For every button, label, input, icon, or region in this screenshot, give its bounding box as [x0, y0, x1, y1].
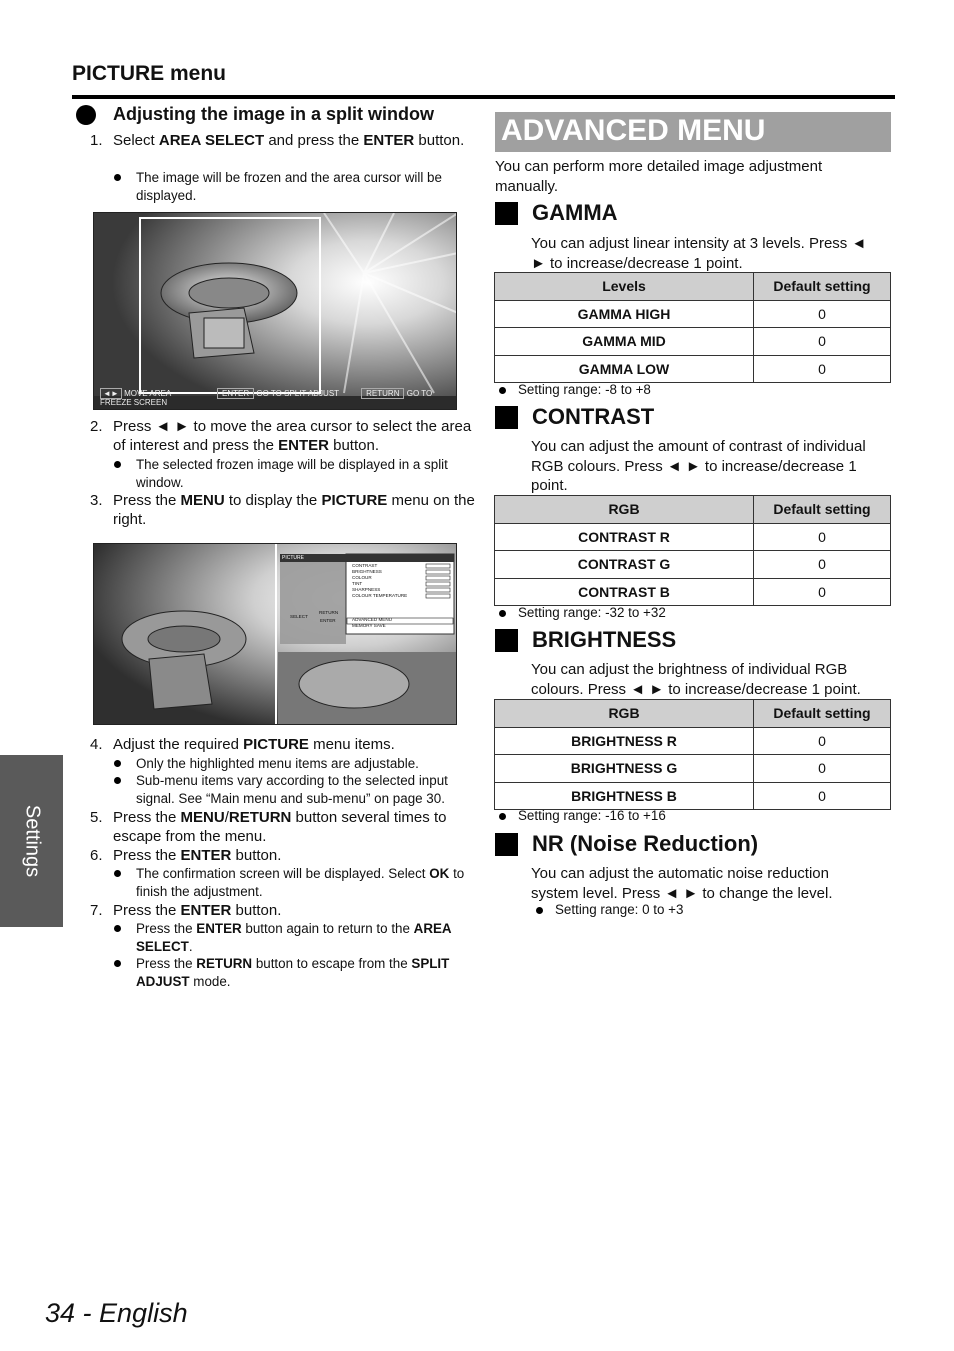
- table-cell: CONTRAST G: [495, 551, 754, 579]
- gamma-desc: You can adjust linear intensity at 3 levels. Press ◄ ► to increase/decrease 1 point.: [531, 235, 867, 272]
- step-1: [90, 131, 475, 150]
- table-row: [495, 578, 891, 606]
- menu-item: COLOUR TEMPERATURE: [352, 593, 408, 598]
- menu-item: TINT: [352, 581, 363, 586]
- table-cell: GAMMA HIGH: [495, 300, 754, 328]
- table-cell: 0: [754, 300, 891, 328]
- picture-menu-items: [352, 563, 407, 629]
- step-number: 5.: [90, 809, 103, 826]
- step-text: Press the MENU to display the PICTURE menu on the right.: [113, 492, 475, 528]
- table-row: [495, 727, 891, 755]
- table-header-row: [495, 496, 891, 524]
- brightness-title: BRIGHTNESS: [532, 627, 677, 652]
- advanced-intro: You can perform more detailed image adjustment manually.: [495, 158, 823, 195]
- section-square-icon: [495, 833, 518, 856]
- step-number: 4.: [90, 736, 103, 753]
- bullet-text: The image will be frozen and the area cursor will be displayed.: [136, 170, 442, 203]
- page-title: PICTURE menu: [72, 62, 227, 85]
- brightness-range: [499, 808, 666, 823]
- picture-menu-title: PICTURE: [282, 555, 304, 561]
- gamma-title: GAMMA: [532, 200, 618, 225]
- menu-item: MEMORY SAVE: [352, 623, 386, 628]
- bullet-3: [114, 755, 474, 773]
- page-number: 34 - English: [45, 1298, 188, 1328]
- step-number: 6.: [90, 847, 103, 864]
- table-cell: 0: [754, 782, 891, 810]
- step-text: Press the MENU/RETURN button several times to escape from the menu.: [113, 809, 447, 845]
- menu-item: BRIGHTNESS: [352, 569, 382, 574]
- step-text: Press ◄ ► to move the area cursor to select the area of interest and press the ENTER button.: [113, 418, 472, 454]
- step-5: [90, 808, 475, 846]
- table-header-row: [495, 273, 891, 301]
- table-header-row: [495, 700, 891, 728]
- range-text: Setting range: 0 to +3: [555, 902, 684, 917]
- table-header: Levels: [495, 273, 754, 301]
- bullet-1: [114, 169, 474, 204]
- table-cell: 0: [754, 578, 891, 606]
- contrast-heading: [495, 404, 654, 430]
- step-number: 1.: [90, 132, 103, 149]
- table-header: Default setting: [754, 496, 891, 524]
- split-window-screenshot-1: [93, 212, 457, 410]
- table-header: RGB: [495, 496, 754, 524]
- table-header: RGB: [495, 700, 754, 728]
- table-cell: CONTRAST R: [495, 523, 754, 551]
- table-cell: 0: [754, 328, 891, 356]
- split-window-screenshot-2: [93, 543, 457, 725]
- step-number: 3.: [90, 492, 103, 509]
- brightness-heading: [495, 627, 676, 653]
- table-header: Default setting: [754, 273, 891, 301]
- return-key-label: RETURN: [361, 388, 404, 399]
- table-cell: 0: [754, 355, 891, 383]
- advanced-menu-title: ADVANCED MENU: [501, 114, 766, 147]
- shot1-help-bar: [100, 389, 456, 407]
- table-cell: GAMMA MID: [495, 328, 754, 356]
- range-text: Setting range: -8 to +8: [518, 382, 651, 397]
- nr-range: [536, 902, 683, 917]
- section-square-icon: [495, 406, 518, 429]
- bullet-text: Press the ENTER button again to return to the AREA SELECT.: [136, 921, 452, 954]
- bullet-7: [114, 955, 474, 990]
- table-cell: 0: [754, 755, 891, 783]
- table-row: [495, 755, 891, 783]
- left-right-keys-icon: ◄►: [100, 388, 122, 399]
- gamma-range: [499, 382, 651, 397]
- range-text: Setting range: -16 to +16: [518, 808, 666, 823]
- contrast-table: [494, 495, 891, 606]
- enter-key-label: ENTER: [217, 388, 254, 399]
- step-7: [90, 901, 475, 920]
- move-area-label: MOVE AREA: [124, 389, 171, 398]
- bullet-text: The selected frozen image will be displayed in a split window.: [136, 457, 448, 490]
- bullet-icon: [76, 105, 96, 125]
- step-2: [90, 417, 475, 455]
- table-cell: 0: [754, 727, 891, 755]
- section-square-icon: [495, 202, 518, 225]
- bullet-2: [114, 456, 474, 491]
- table-cell: BRIGHTNESS G: [495, 755, 754, 783]
- bullet-6: [114, 920, 474, 955]
- table-row: [495, 355, 891, 383]
- bullet-text: Only the highlighted menu items are adjustable.: [136, 756, 419, 771]
- table-cell: GAMMA LOW: [495, 355, 754, 383]
- nr-heading: [495, 831, 758, 857]
- header-rule: [72, 95, 895, 99]
- range-text: Setting range: -32 to +32: [518, 605, 666, 620]
- return-desc-label: GO TO FREEZE SCREEN: [100, 389, 433, 407]
- table-row: [495, 328, 891, 356]
- nr-title: NR (Noise Reduction): [532, 831, 759, 856]
- bullet-4: [114, 772, 474, 807]
- table-row: [495, 782, 891, 810]
- step-4: [90, 735, 475, 754]
- table-cell: 0: [754, 551, 891, 579]
- split-window-heading: [76, 104, 434, 125]
- gamma-table: [494, 272, 891, 383]
- table-row: [495, 300, 891, 328]
- table-row: [495, 551, 891, 579]
- brightness-table: [494, 699, 891, 810]
- contrast-range: [499, 605, 666, 620]
- step-text: Press the ENTER button.: [113, 847, 282, 864]
- table-header: Default setting: [754, 700, 891, 728]
- table-row: [495, 523, 891, 551]
- bullet-text: The confirmation screen will be displayed. Select OK to finish the adjustment.: [136, 866, 465, 899]
- step-text: Select AREA SELECT and press the ENTER button.: [113, 132, 465, 149]
- nr-desc: You can adjust the automatic noise reduction system level. Press ◄ ► to change the level.: [531, 865, 833, 902]
- gamma-heading: [495, 200, 618, 226]
- contrast-desc: You can adjust the amount of contrast of individual RGB colours. Press ◄ ► to increase/decrease 1 point.: [531, 438, 866, 494]
- return-label: RETURN: [319, 610, 339, 615]
- settings-tab: [0, 755, 63, 927]
- step-text: Press the ENTER button.: [113, 902, 282, 919]
- menu-item: ADVANCED MENU: [352, 617, 392, 622]
- bullet-text: Sub-menu items vary according to the selected input signal. See “Main menu and sub-menu” on page 30.: [136, 773, 448, 806]
- menu-item: SHARPNESS: [352, 587, 381, 592]
- brightness-desc: You can adjust the brightness of individual RGB colours. Press ◄ ► to increase/decrease 1 point.: [531, 661, 861, 698]
- step-3: [90, 491, 475, 529]
- menu-item: COLOUR: [352, 575, 372, 580]
- bullet-text: Press the RETURN button to escape from the SPLIT ADJUST mode.: [136, 956, 450, 989]
- step-number: 7.: [90, 902, 103, 919]
- settings-tab-label: Settings: [21, 804, 43, 878]
- enter-label: ENTER: [320, 618, 336, 623]
- advanced-menu-banner: [495, 112, 891, 152]
- table-cell: 0: [754, 523, 891, 551]
- contrast-title: CONTRAST: [532, 404, 655, 429]
- bullet-5: [114, 865, 474, 900]
- split-window-heading-text: Adjusting the image in a split window: [113, 104, 435, 124]
- step-text: Adjust the required PICTURE menu items.: [113, 736, 395, 753]
- table-cell: BRIGHTNESS B: [495, 782, 754, 810]
- step-6: [90, 846, 475, 865]
- table-cell: CONTRAST B: [495, 578, 754, 606]
- table-cell: BRIGHTNESS R: [495, 727, 754, 755]
- enter-desc-label: GO TO SPLIT ADJUST: [256, 389, 339, 398]
- select-label: SELECT: [290, 614, 308, 619]
- section-square-icon: [495, 629, 518, 652]
- spaceship-image: [94, 213, 457, 410]
- menu-item: CONTRAST: [352, 563, 378, 568]
- step-number: 2.: [90, 418, 103, 435]
